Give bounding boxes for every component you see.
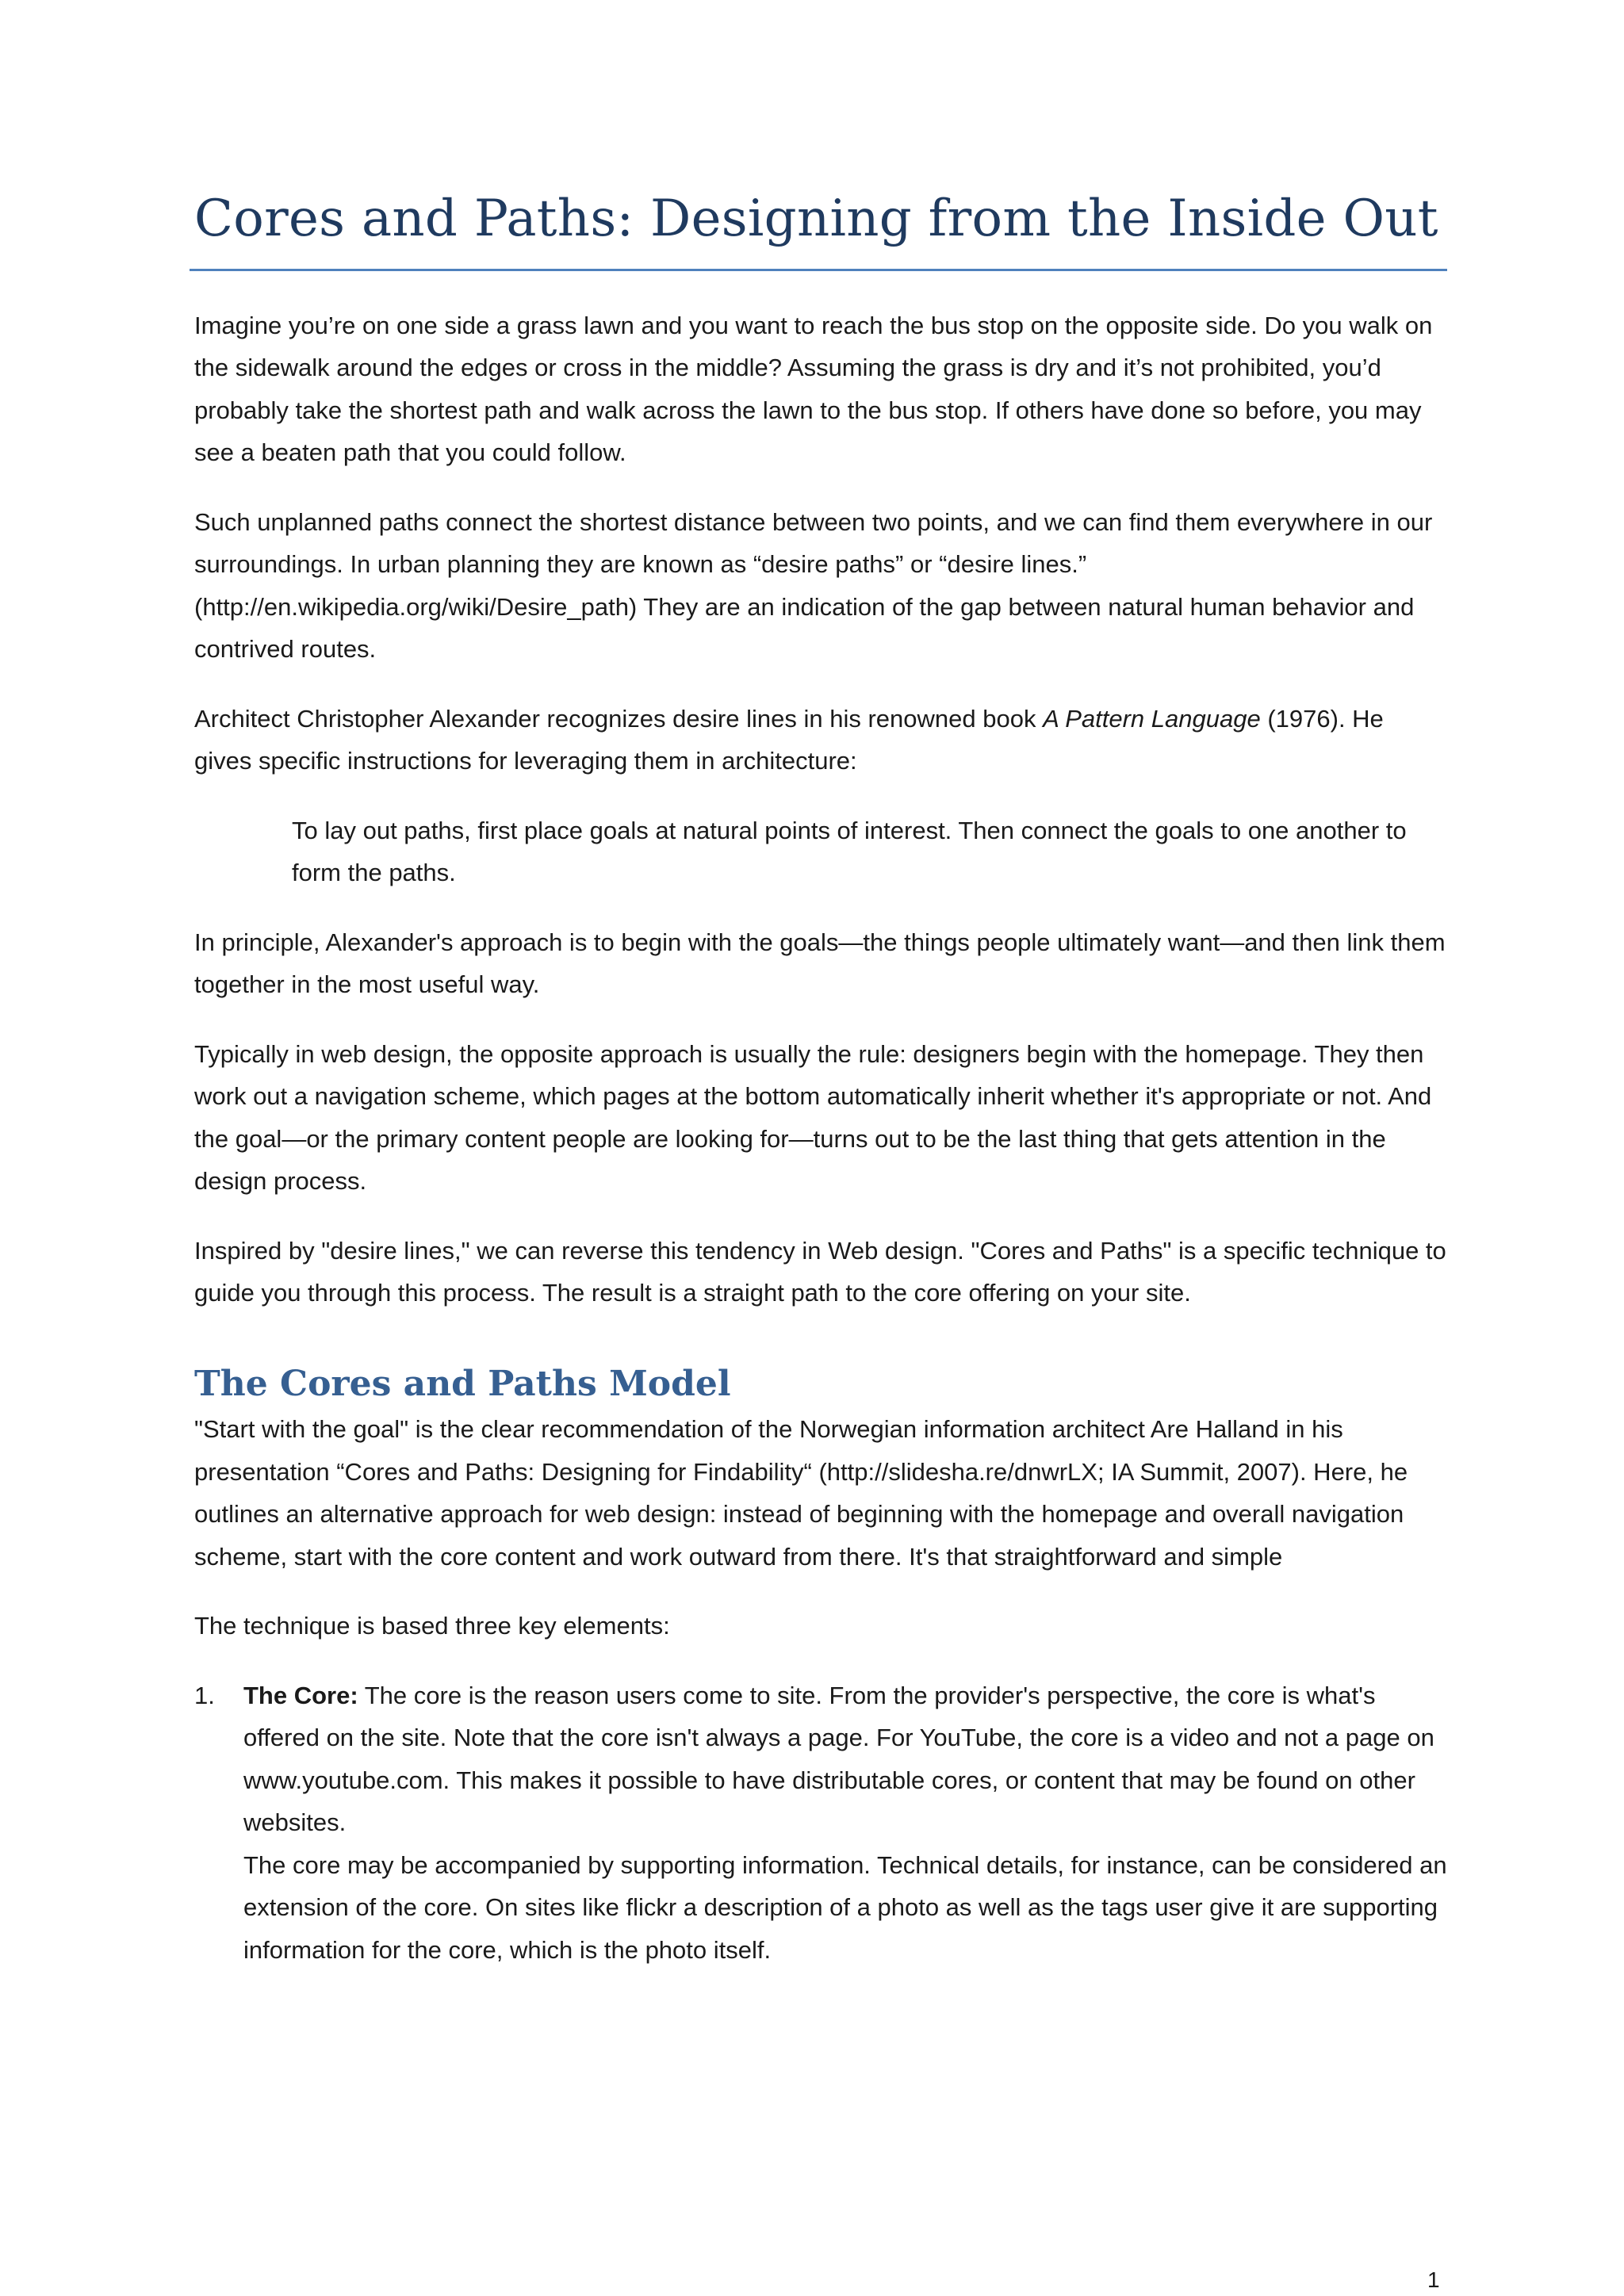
document-page: [194, 190, 1447, 1971]
book-title: A Pattern Language: [1043, 704, 1261, 733]
section-paragraph-1: "Start with the goal" is the clear recommendation of the Norwegian information architect Are Halland in his presentation “Cores and Paths: Designing for Findability“ (http://slidesha.re/dnwrLX; IA Summit, 2007). Here, he outlines an alternative approach for web design: instead of beginning with the homepage and overall navigation scheme, start with the core content and work outward from there. It's that straightforward and simple: [194, 1415, 1408, 1571]
page-number: 1: [1427, 2267, 1440, 2292]
section-heading: The Cores and Paths Model: [194, 1363, 731, 1404]
section-paragraph-2: The technique is based three key elements:: [194, 1612, 670, 1640]
list-item: [194, 1674, 1447, 1972]
paragraph-4: In principle, Alexander's approach is to begin with the goals—the things people ultimately want—and then link them together in the most useful way.: [194, 928, 1446, 999]
list-item-text-continued: The core may be accompanied by supporting information. Technical details, for instance, can be considered an extension of the core. On sites like flickr a description of a photo as well as the tags user give it are supporting information for the core, which is the photo itself.: [243, 1850, 1447, 1964]
paragraph-3-after: (1976). He gives specific instructions for leveraging them in architecture:: [194, 704, 1384, 775]
document-body: [194, 304, 1447, 1972]
paragraph-1: Imagine you’re on one side a grass lawn and you want to reach the bus stop on the opposite side. Do you walk on the sidewalk around the edges or cross in the middle? Assuming the grass is dry and it’s not prohibited, you’d probably take the shortest path and walk across the lawn to the bus stop. If others have done so before, you may see a beaten path that you could follow.: [194, 311, 1433, 467]
document-title: Cores and Paths: Designing from the Inside Out: [194, 189, 1438, 248]
paragraph-2: Such unplanned paths connect the shortest distance between two points, and we can find them everywhere in our surroundings. In urban planning they are known as “desire paths” or “desire lines.” (http://en.wikipedia.org/wiki/Desire_path) They are an indication of the gap between natural human behavior and contrived routes.: [194, 507, 1433, 664]
paragraph-5: Typically in web design, the opposite approach is usually the rule: designers begin with the homepage. They then work out a navigation scheme, which pages at the bottom automatically inherit whether it's appropriate or not. And the goal—or the primary content people are looking for—turns out to be the last thing that gets attention in the design process.: [194, 1039, 1432, 1196]
block-quote: To lay out paths, first place goals at natural points of interest. Then connect the goals to one another to form the paths.: [292, 816, 1407, 887]
list-item-number: 1.: [194, 1681, 215, 1709]
paragraph-6: Inspired by "desire lines," we can reverse this tendency in Web design. "Cores and Paths" is a specific technique to guide you through this process. The result is a straight path to the core offering on your site.: [194, 1236, 1446, 1307]
list-item-label: The Core:: [243, 1681, 358, 1709]
paragraph-3-before: Architect Christopher Alexander recognizes desire lines in his renowned book: [194, 704, 1044, 733]
key-elements-list: [194, 1674, 1447, 1972]
title-underline: [190, 269, 1447, 271]
list-item-text: The core is the reason users come to site. From the provider's perspective, the core is what's offered on the site. Note that the core isn't always a page. For YouTube, the core is a video and not a page on www.youtube.com. This makes it possible to have distributable cores, or content that may be found on other websites.: [243, 1681, 1434, 1837]
paragraph-3: [194, 698, 1447, 783]
